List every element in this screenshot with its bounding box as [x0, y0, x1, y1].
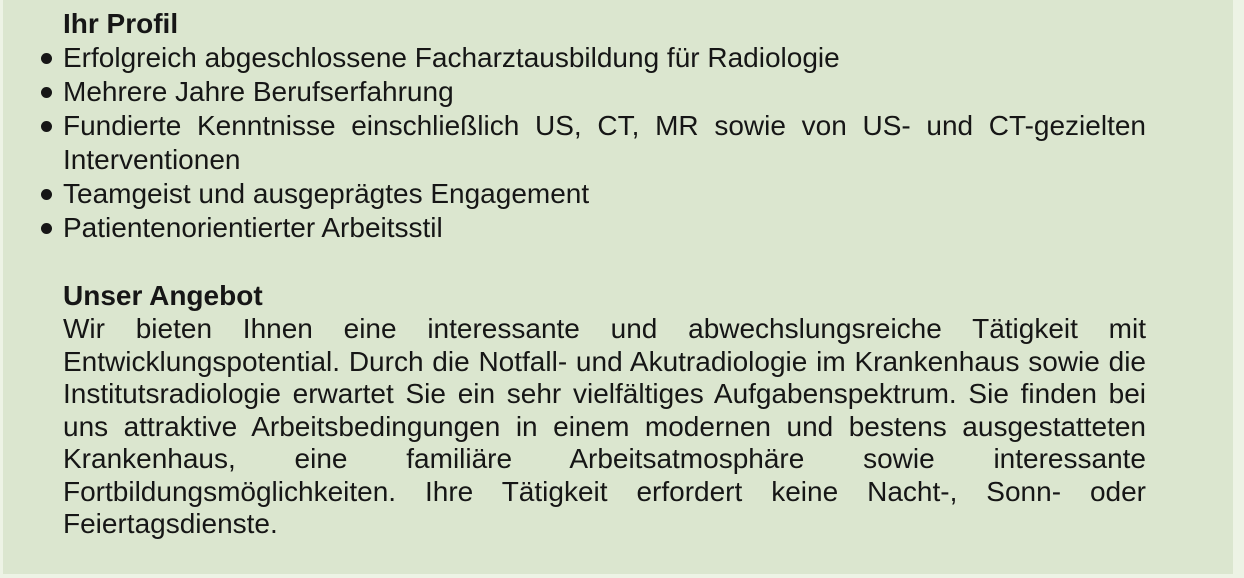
bullet-text [63, 41, 1146, 75]
text-line: Fortbildungsmöglichkeiten. Ihre Tätigkeit erfordert keine Nacht-, Sonn- oder [63, 475, 1146, 507]
bullet-text [63, 109, 1146, 177]
text-block-background [3, 0, 1233, 574]
bullet-icon [41, 189, 52, 200]
bullet-text [63, 75, 1146, 109]
bullet-item [63, 177, 1146, 211]
profile-bullet-list [63, 41, 1146, 245]
text-line: Patientenorientierter Arbeitsstil [63, 212, 443, 243]
text-line: Erfolgreich abgeschlossene Facharztausbildung für Radiologie [63, 42, 840, 73]
text-line: Interventionen [63, 144, 241, 175]
text-line: Fundierte Kenntnisse einschließlich US, CT, MR sowie von US- und CT-gezielten [63, 110, 1146, 141]
blank-line-spacer [63, 245, 1146, 279]
text-line: Teamgeist und ausgeprägtes Engagement [63, 178, 590, 209]
profile-heading: Ihr Profil [63, 8, 179, 39]
text-line: Wir bieten Ihnen eine interessante und abwechslungsreiche Tätigkeit mit [63, 313, 1146, 344]
text-line: Mehrere Jahre Berufserfahrung [63, 76, 454, 107]
bullet-item [63, 109, 1146, 177]
bullet-icon [41, 87, 52, 98]
offer-heading: Unser Angebot [63, 280, 263, 311]
offer-paragraph [63, 313, 1146, 541]
offer-section [63, 279, 1146, 541]
bullet-item [63, 41, 1146, 75]
bullet-item [63, 211, 1146, 245]
profile-section [63, 7, 1146, 245]
text-line: Entwicklungspotential. Durch die Notfall- und Akutradiologie im Krankenhaus sowie die [63, 345, 1146, 377]
content-area [3, 0, 1233, 541]
text-line: Krankenhaus, eine familiäre Arbeitsatmosphäre sowie interessante [63, 443, 1146, 474]
bullet-text [63, 177, 1146, 211]
bullet-icon [41, 121, 52, 132]
bullet-icon [41, 53, 52, 64]
bullet-text [63, 211, 1146, 245]
bullet-item [63, 75, 1146, 109]
text-line: uns attraktive Arbeitsbedingungen in einem modernen und bestens ausgestatteten [63, 410, 1146, 442]
text-line: Institutsradiologie erwartet Sie ein sehr vielfältiges Aufgabenspektrum. Sie finden bei [63, 378, 1146, 409]
bullet-icon [41, 223, 52, 234]
text-line: Feiertagsdienste. [63, 508, 278, 539]
